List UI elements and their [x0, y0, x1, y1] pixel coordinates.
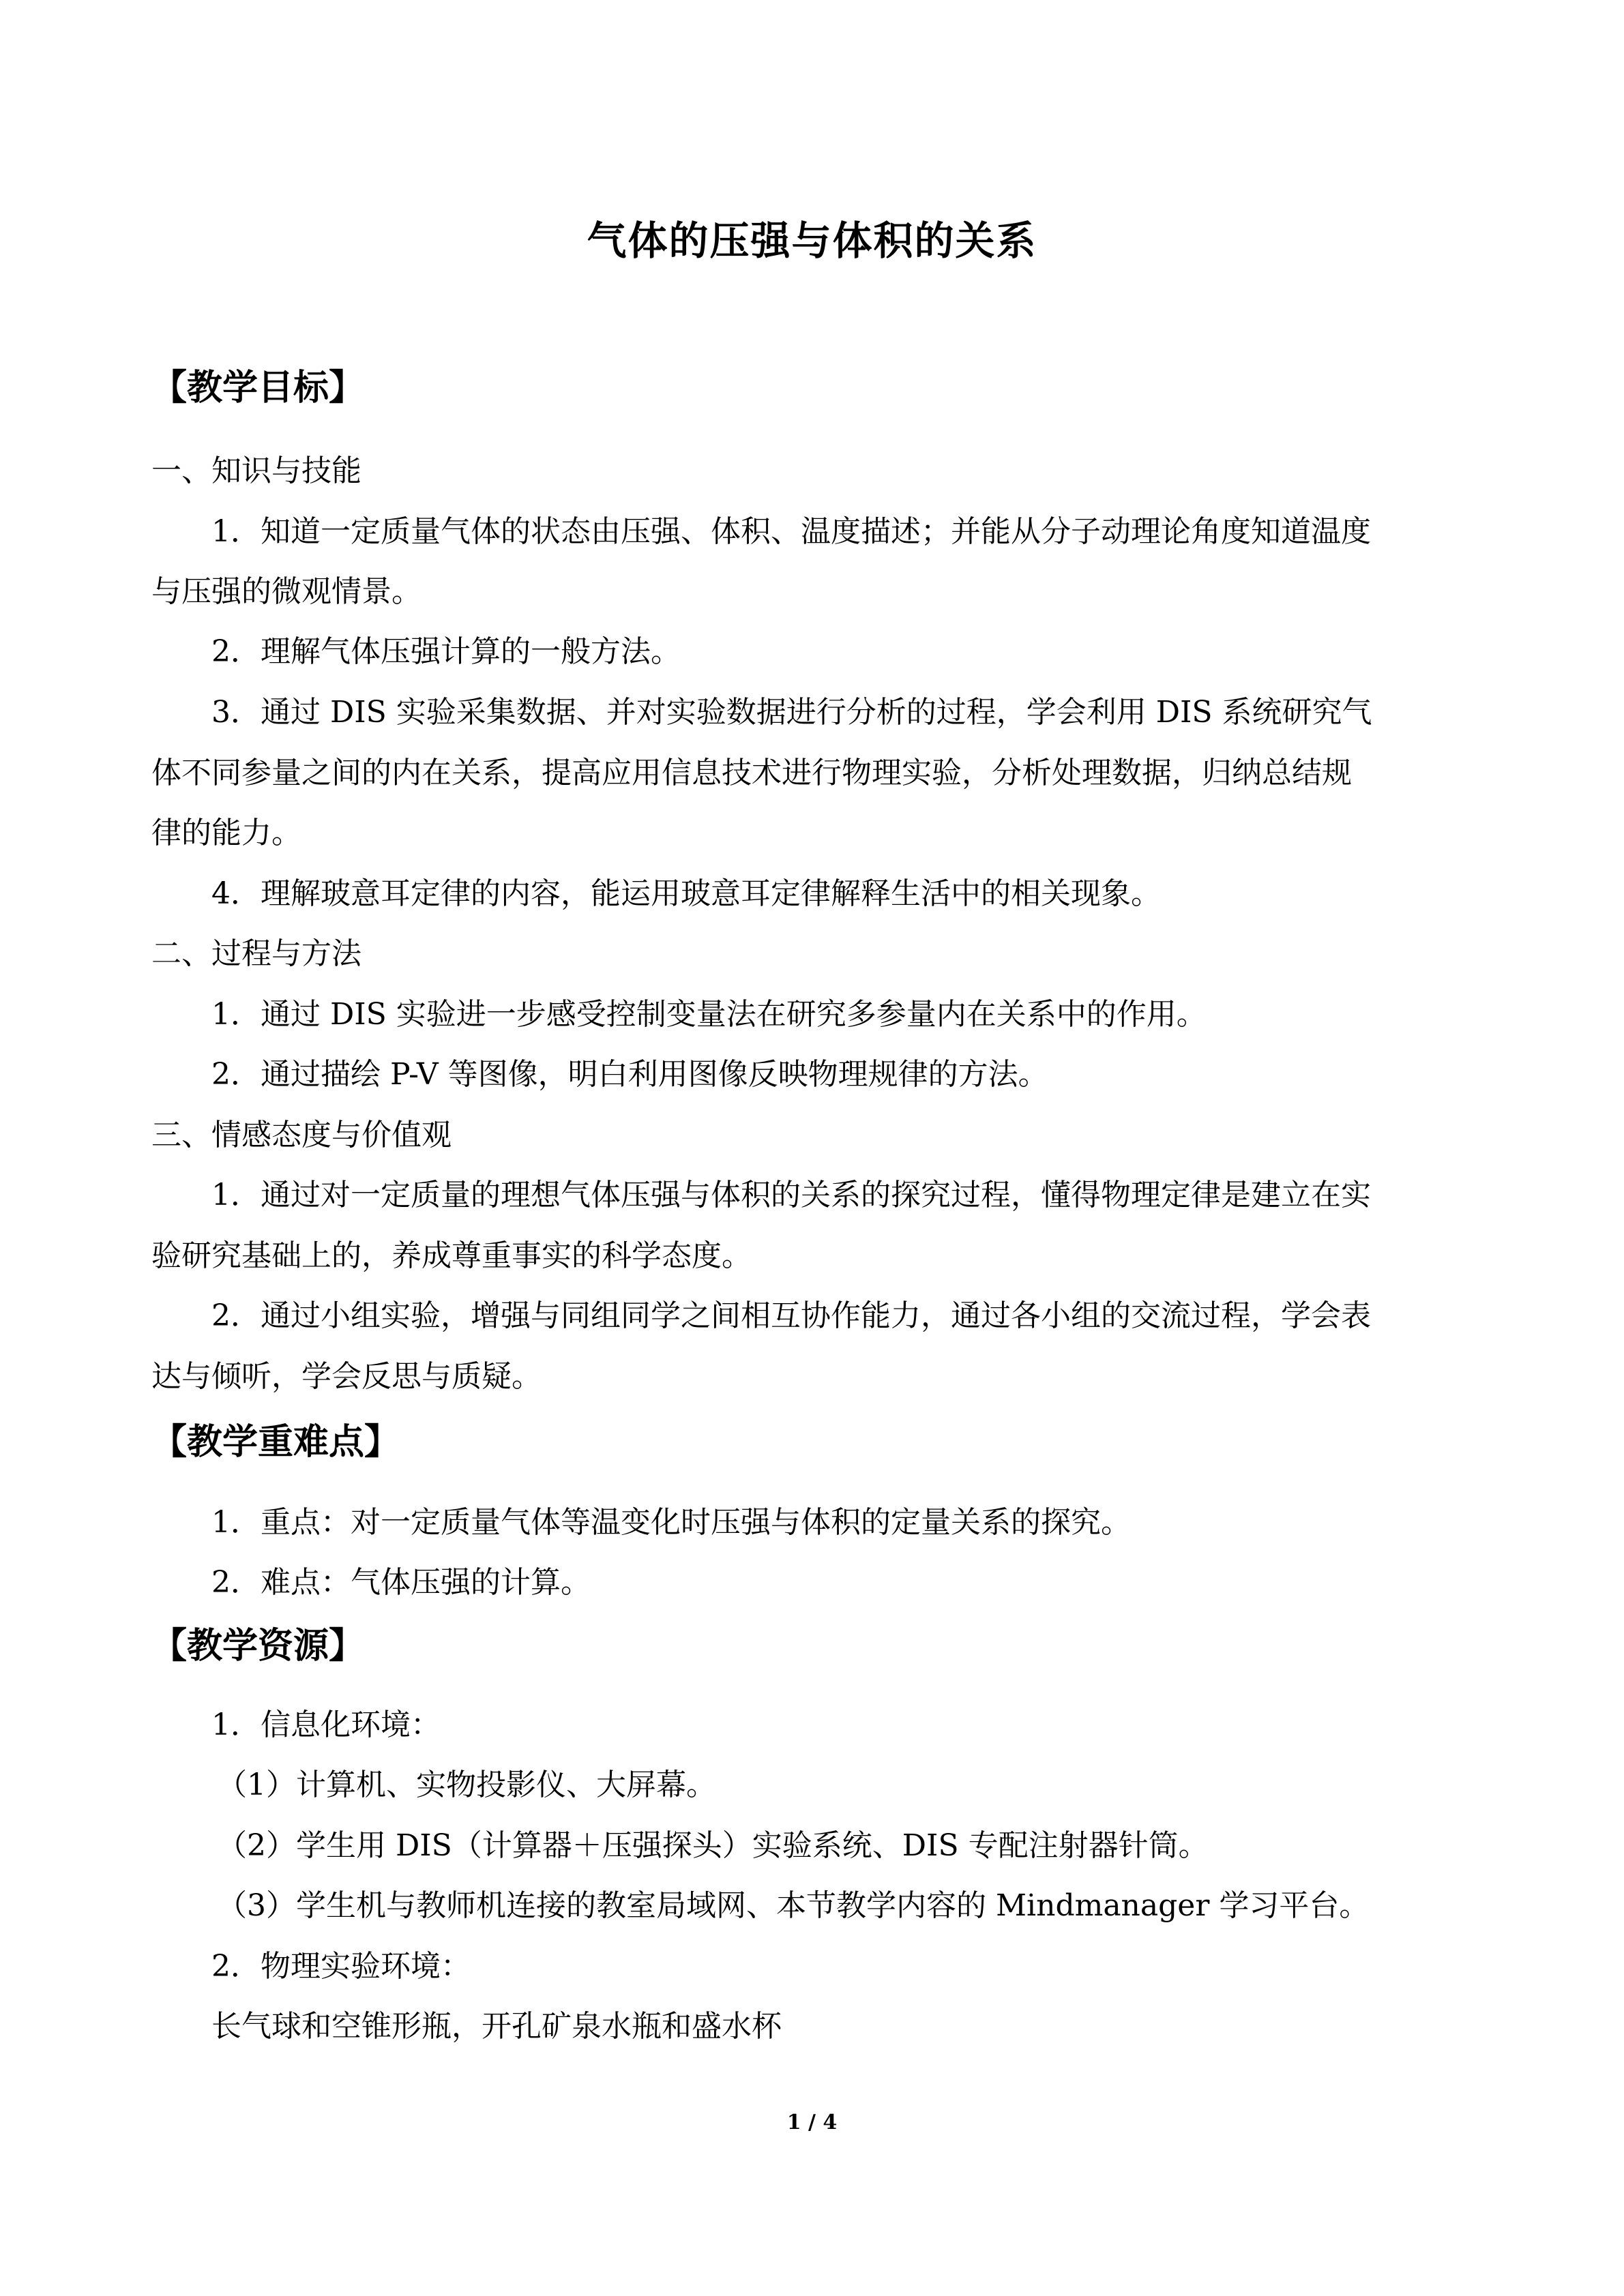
process-heading: 二、过程与方法: [151, 936, 361, 971]
resource-item-2: 2．物理实验环境：: [211, 1949, 471, 1984]
emotion-item-2-line-1: 2．通过小组实验，增强与同组同学之间相互协作能力，通过各小组的交流过程，学会表: [211, 1298, 1371, 1333]
process-item-2: 2．通过描绘 P-V 等图像，明白利用图像反映物理规律的方法。: [211, 1057, 1048, 1092]
emotion-heading: 三、情感态度与价值观: [151, 1118, 452, 1152]
emotion-item-2-line-2: 达与倾听，学会反思与质疑。: [151, 1359, 542, 1394]
key-points-heading: 【教学重难点】: [151, 1422, 400, 1463]
resource-item-2-detail: 长气球和空锥形瓶，开孔矿泉水瓶和盛水杯: [211, 2009, 782, 2044]
key-point-1: 1．重点：对一定质量气体等温变化时压强与体积的定量关系的探究。: [211, 1505, 1131, 1540]
resource-sub-1: （1）计算机、实物投影仪、大屏幕。: [217, 1768, 716, 1802]
knowledge-item-1-line-2: 与压强的微观情景。: [151, 574, 422, 609]
resource-sub-3: （3）学生机与教师机连接的教室局域网、本节教学内容的 Mindmanager 学习平台。: [217, 1888, 1370, 1923]
resource-item-1: 1．信息化环境：: [211, 1708, 441, 1742]
page-number: 1 / 4: [786, 2111, 838, 2134]
resources-heading: 【教学资源】: [151, 1626, 365, 1667]
knowledge-heading: 一、知识与技能: [151, 453, 361, 488]
knowledge-item-1-line-1: 1．知道一定质量气体的状态由压强、体积、温度描述；并能从分子动理论角度知道温度: [211, 514, 1371, 549]
knowledge-item-3-line-2: 体不同参量之间的内在关系，提高应用信息技术进行物理实验，分析处理数据，归纳总结规: [151, 756, 1352, 790]
emotion-item-1-line-2: 验研究基础上的，养成尊重事实的科学态度。: [151, 1238, 752, 1273]
knowledge-item-3-line-3: 律的能力。: [151, 816, 301, 850]
objectives-heading: 【教学目标】: [151, 368, 365, 408]
knowledge-item-4: 4．理解玻意耳定律的内容，能运用玻意耳定律解释生活中的相关现象。: [211, 876, 1161, 911]
emotion-item-1-line-1: 1．通过对一定质量的理想气体压强与体积的关系的探究过程，懂得物理定律是建立在实: [211, 1178, 1371, 1212]
process-item-1: 1．通过 DIS 实验进一步感受控制变量法在研究多参量内在关系中的作用。: [211, 997, 1207, 1032]
knowledge-item-2: 2．理解气体压强计算的一般方法。: [211, 634, 681, 669]
key-point-2: 2．难点：气体压强的计算。: [211, 1565, 591, 1600]
document-title: 气体的压强与体积的关系: [587, 218, 1037, 264]
knowledge-item-3-line-1: 3．通过 DIS 实验采集数据、并对实验数据进行分析的过程，学会利用 DIS 系统研究气: [211, 695, 1372, 730]
resource-sub-2: （2）学生用 DIS（计算器＋压强探头）实验系统、DIS 专配注射器针筒。: [217, 1828, 1209, 1863]
